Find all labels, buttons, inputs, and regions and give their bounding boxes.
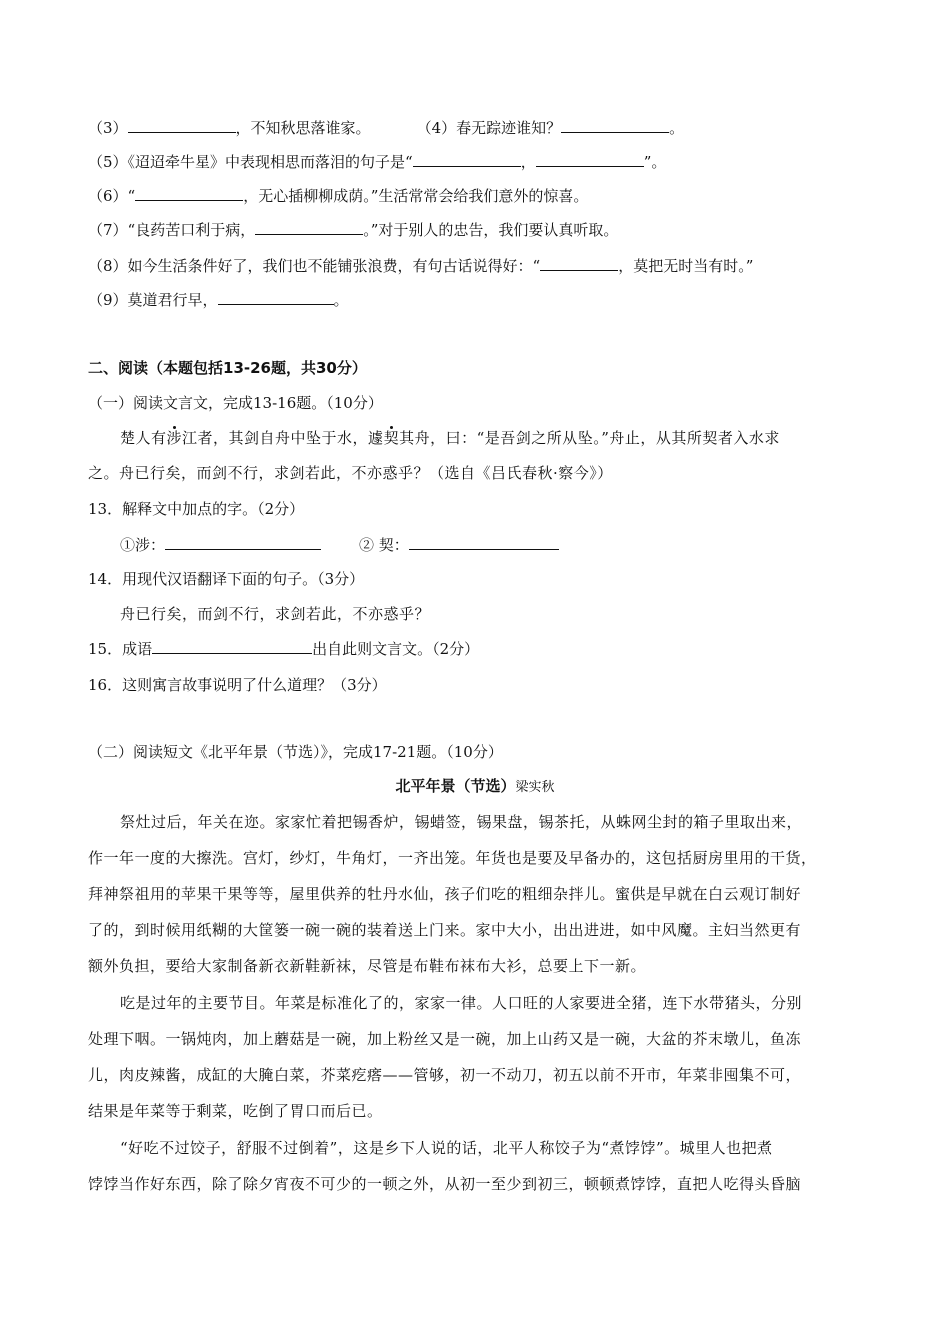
q5-comma: ， — [520, 153, 536, 171]
q5-answer-blank-2[interactable] — [536, 152, 644, 167]
q15-suffix: 出自此则文言文。（2分） — [312, 640, 480, 658]
q7-answer-blank[interactable] — [255, 220, 363, 235]
fill-q9-line — [88, 290, 890, 310]
q6-prefix: （6）“ — [88, 187, 136, 205]
q8-answer-blank[interactable] — [540, 256, 618, 271]
q6-suffix: ，无心插柳柳成荫。”生活常常会给我们意外的惊喜。 — [243, 187, 589, 205]
article-title — [0, 776, 950, 798]
classical-text-line-2: 之。舟已行矣，而剑不行，求剑若此，不亦惑乎？（选自《吕氏春秋·察今》） — [88, 464, 613, 482]
classical-char-ju: 遽 — [368, 429, 384, 447]
fill-q3-q4-line — [88, 118, 890, 138]
q13-b-blank[interactable] — [409, 535, 559, 550]
q4-number: （4） — [416, 119, 457, 137]
section2-heading: 二、阅读（本题包括13-26题，共30分） — [88, 359, 367, 377]
q16-prompt: 16．这则寓言故事说明了什么道理？（3分） — [88, 676, 387, 694]
q9-suffix: 。 — [333, 291, 349, 309]
dotted-char-she: 涉 — [166, 429, 183, 447]
article-p1-line-2: 作一年一度的大擦洗。宫灯，纱灯，牛角灯，一齐出笼。年货也是要及早备办的，这包括厨房里用的干货， — [88, 849, 817, 867]
article-p2-line-1: 吃是过年的主要节目。年菜是标准化了的，家家一律。人口旺的人家要进全猪，连下水带猪头，分别 — [120, 994, 803, 1012]
article-title-text: 北平年景（节选） — [395, 777, 516, 795]
article-author: 梁实秋 — [515, 780, 555, 795]
article-p1-line-4: 了的，到时候用纸糊的大筐篓一碗一碗的装着送上门来。家中大小，出出进进，如中风魔。主妇当然更有 — [88, 921, 802, 939]
q13-prompt: 13．解释文中加点的字。（2分） — [88, 500, 305, 518]
q4-period: 。 — [669, 119, 685, 137]
q4-answer-blank[interactable] — [561, 118, 669, 133]
q7-prefix: （7）“良药苦口利于病， — [88, 221, 256, 239]
q9-answer-blank[interactable] — [218, 290, 334, 305]
article-p1-line-5: 额外负担，要给大家制备新衣新鞋新袜，尽管是布鞋布袜布大衫，总要上下一新。 — [88, 957, 647, 975]
classical-seg-a: 楚人有 — [120, 429, 167, 447]
article-p1-line-1: 祭灶过后，年关在迩。家家忙着把锡香炉，锡蜡签，锡果盘，锡茶托，从蛛网尘封的箱子里取出来， — [120, 813, 803, 831]
article-p2-line-4: 结果是年菜等于剩菜，吃倒了胃口而后已。 — [88, 1102, 383, 1120]
part2-heading: （二）阅读短文《北平年景（节选）》，完成17-21题。（10分） — [88, 743, 503, 761]
q15-prefix: 15．成语 — [88, 640, 153, 658]
q4-text: 春无踪迹谁知？ — [456, 119, 562, 137]
article-p1-line-3: 拜神祭祖用的苹果干果等等，屋里供养的牡丹水仙，孩子们吃的粗细杂拌儿。蜜供是早就在白云观订制好 — [88, 885, 802, 903]
q13-answers — [120, 535, 890, 555]
q14-prompt: 14．用现代汉语翻译下面的句子。（3分） — [88, 570, 365, 588]
q8-prefix: （8）如今生活条件好了，我们也不能铺张浪费，有句古话说得好：“ — [88, 257, 541, 275]
classical-seg-c: 其舟，曰：“是吾剑之所从坠。”舟止，从其所契者入水求 — [399, 429, 780, 447]
q14-sentence: 舟已行矣，而剑不行，求剑若此，不亦惑乎？ — [120, 605, 431, 623]
fill-q5-line — [88, 152, 890, 172]
fill-q7-line — [88, 220, 890, 240]
q15-line — [88, 639, 890, 659]
q13-a-blank[interactable] — [165, 535, 321, 550]
q3-text: ，不知秋思落谁家。 — [235, 119, 371, 137]
classical-seg-b: 江者，其剑自舟中坠于水， — [182, 429, 369, 447]
part1-heading: （一）阅读文言文，完成13-16题。（10分） — [88, 394, 383, 412]
article-p3-line-1: “好吃不过饺子，舒服不过倒着”，这是乡下人说的话，北平人称饺子为“煮饽饽”。城里人也把煮 — [120, 1139, 773, 1157]
q5-suffix: ”。 — [643, 153, 667, 171]
q3-answer-blank[interactable] — [128, 118, 236, 133]
q13-b-label: ② 契： — [359, 536, 409, 554]
q15-answer-blank[interactable] — [152, 639, 312, 654]
q13-a-label: ①涉： — [120, 536, 166, 554]
q7-suffix: 。”对于别人的忠告，我们要认真听取。 — [363, 221, 619, 239]
dotted-char-qi: 契 — [383, 429, 400, 447]
classical-text-line-1 — [120, 428, 890, 448]
q5-prefix: （5）《迢迢牵牛星》中表现相思而落泪的句子是“ — [88, 153, 413, 171]
article-p2-line-2: 处理下咽。一锅炖肉，加上蘑菇是一碗，加上粉丝又是一碗，加上山药又是一碗，大盆的芥末墩儿，鱼冻 — [88, 1030, 802, 1048]
q3-number: （3） — [88, 119, 128, 137]
article-p3-line-2: 饽饽当作好东西，除了除夕宵夜不可少的一顿之外，从初一至少到初三，顿顿煮饽饽，直把人吃得头昏脑 — [88, 1175, 802, 1193]
q5-answer-blank-1[interactable] — [413, 152, 521, 167]
q6-answer-blank[interactable] — [135, 186, 243, 201]
q9-prefix: （9）莫道君行早， — [88, 291, 218, 309]
fill-q6-line — [88, 186, 890, 206]
fill-q8-line — [88, 256, 890, 276]
article-p2-line-3: 儿，肉皮辣酱，成缸的大腌白菜，芥菜疙瘩——管够，初一不动刀，初五以前不开市，年菜非囤集不可， — [88, 1066, 802, 1084]
q8-suffix: ，莫把无时当有时。” — [618, 257, 754, 275]
